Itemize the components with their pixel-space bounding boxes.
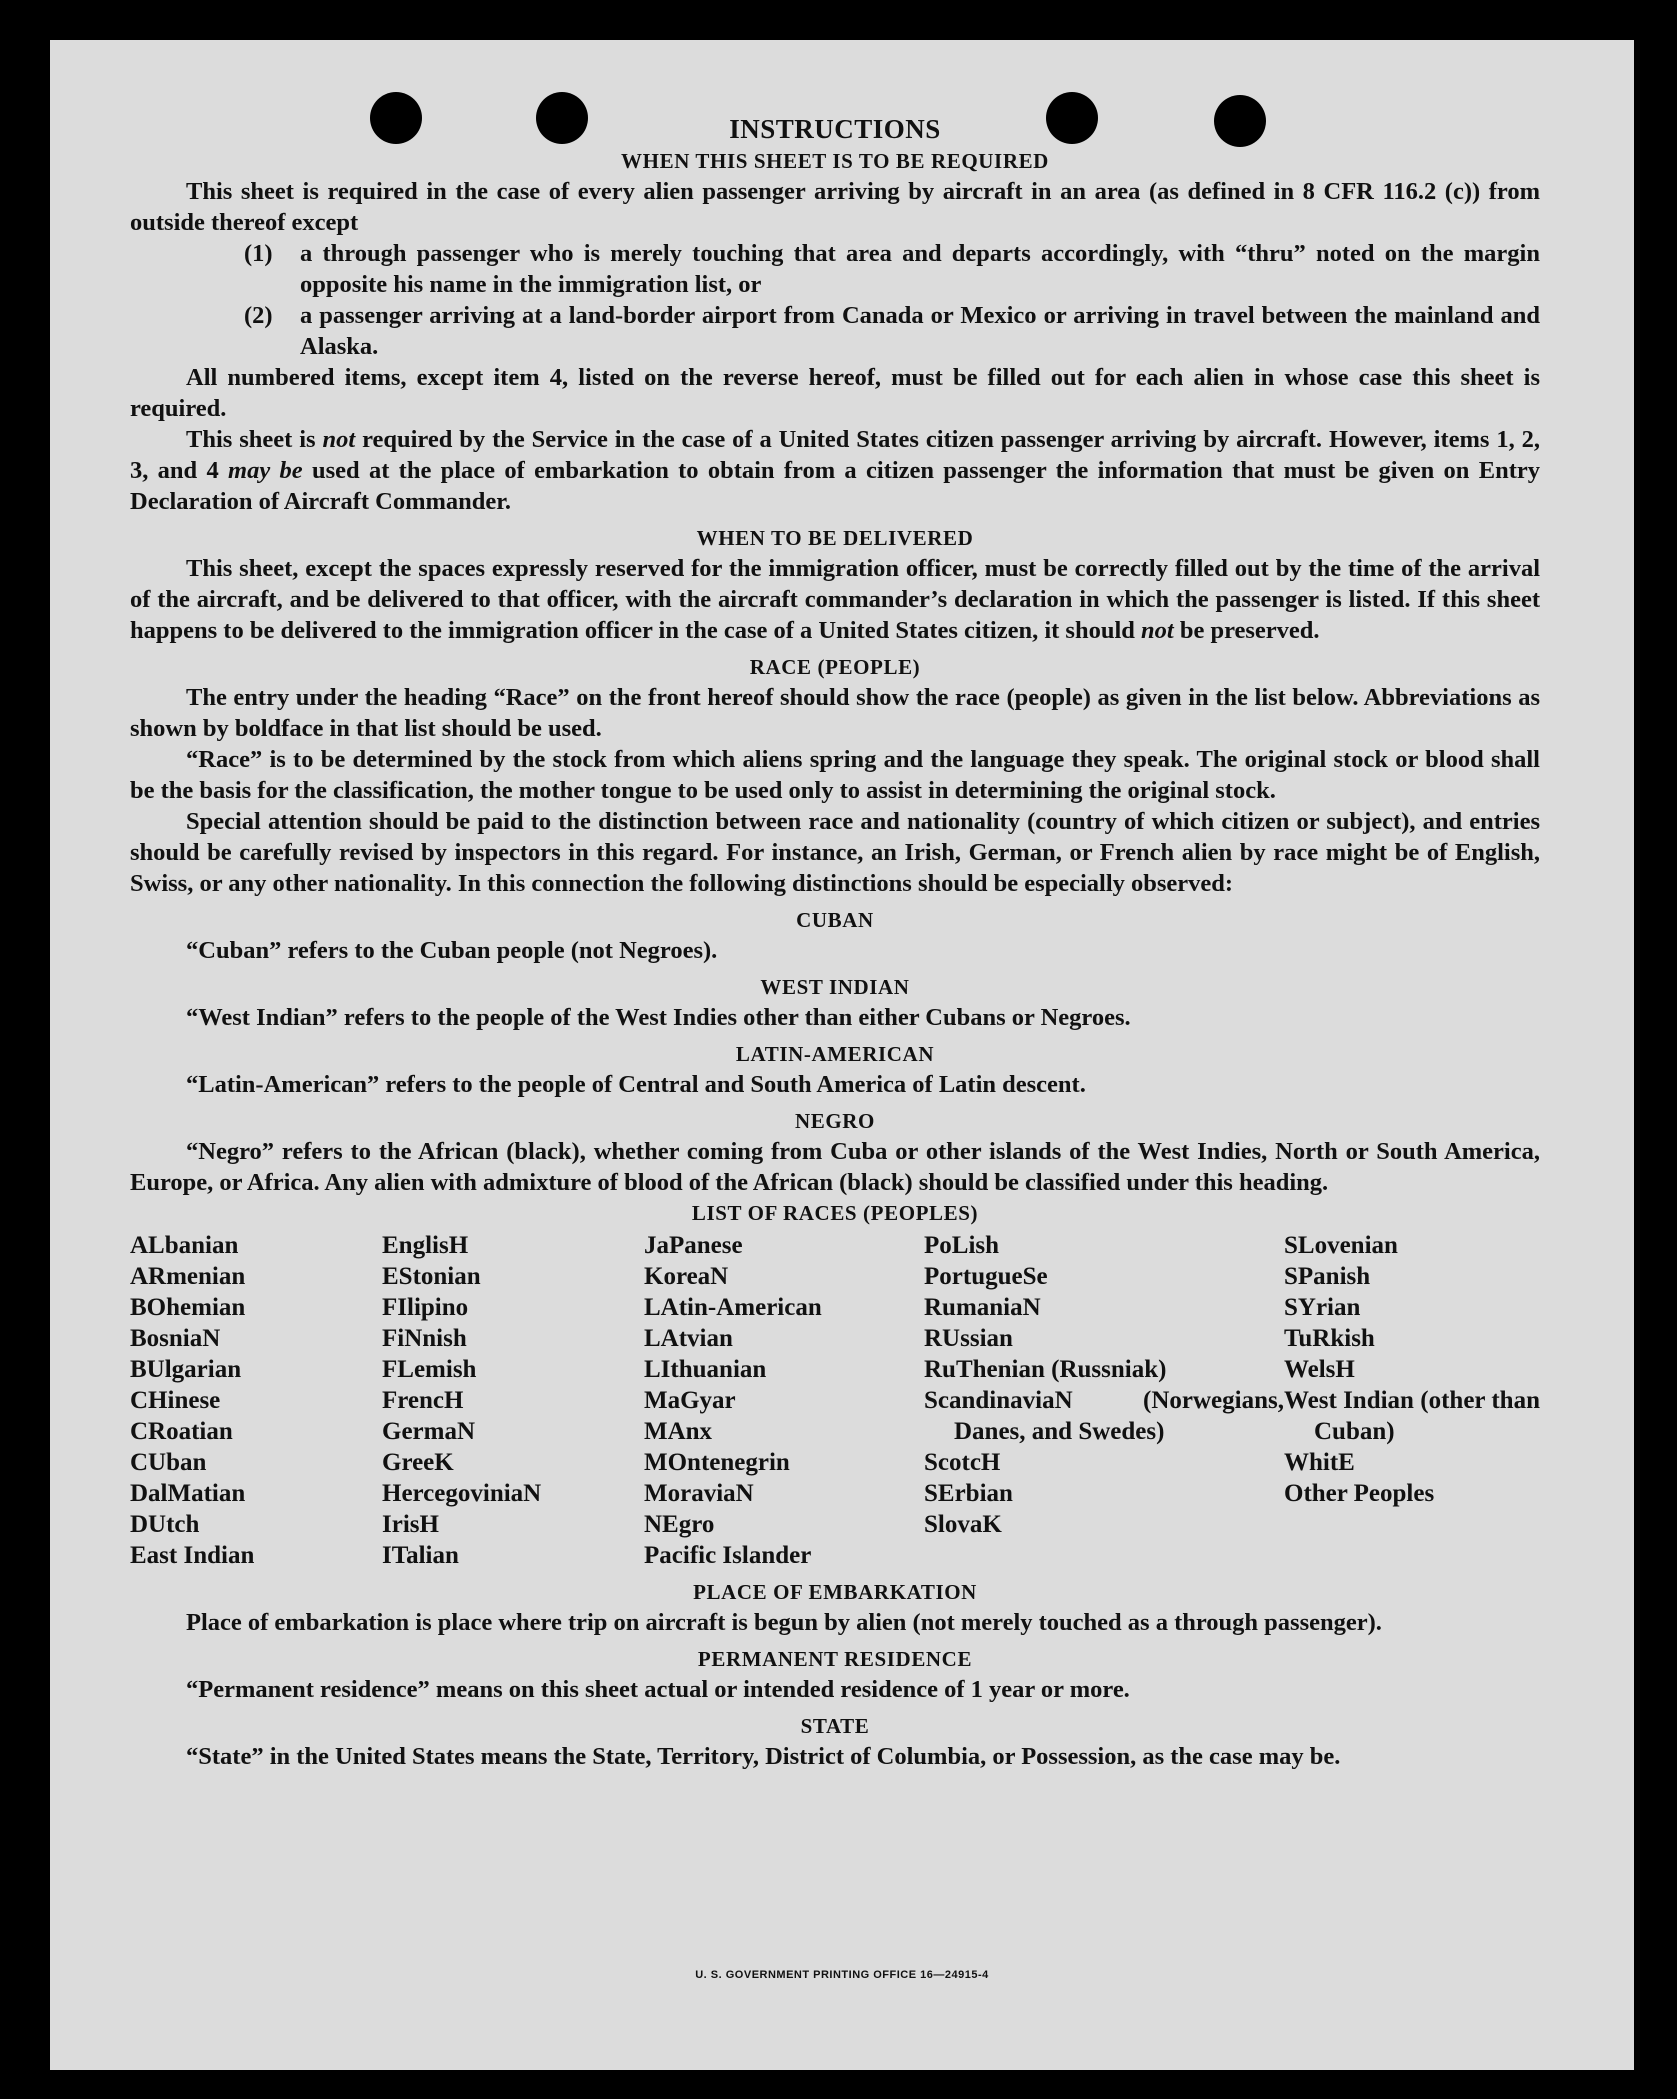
embarkation-text: Place of embarkation is place where trip on aircraft is begun by alien (not merely touched as a through passenger). [186, 1609, 1382, 1636]
race-entry: LAtin-American [644, 1294, 822, 1321]
race-entry: CHinese [130, 1387, 221, 1414]
race-entry: MaGyar [644, 1387, 736, 1414]
section-heading-state: STATE [800, 1714, 870, 1738]
race-entry: East Indian [130, 1542, 255, 1569]
race-entry: ScotcH [924, 1449, 1001, 1476]
race-entry: EStonian [382, 1263, 481, 1290]
exception-number: (1) [244, 240, 273, 267]
race-entry: MAnx [644, 1418, 713, 1445]
race-para-2: “Race” is to be determined by the stock from which aliens spring and the language they speak. The original stock or blood shall be the basis for the classification, the mother tongue to be used only to assist in determining the original stock. [130, 746, 1540, 804]
race-entry: CUban [130, 1449, 207, 1476]
race-entry: BosniaN [130, 1325, 221, 1352]
exception-text: a through passenger who is merely touching that area and departs accordingly, with “thru” noted on the margin opposite his name in the immigration list, or [300, 240, 1540, 298]
when-required-para-2: All numbered items, except item 4, listed on the reverse hereof, must be filled out for each alien in whose case this sheet is required. [130, 364, 1540, 422]
emphasis: not [322, 426, 356, 453]
race-entry: NEgro [644, 1511, 715, 1538]
exception-text: a passenger arriving at a land-border airport from Canada or Mexico or arriving in travel between the mainland and Alaska. [300, 302, 1540, 360]
race-para-1: The entry under the heading “Race” on the front hereof should show the race (people) as given in the list below. Abbreviations as shown by boldface in that list should be used. [130, 684, 1540, 742]
race-entry: DalMatian [130, 1480, 246, 1507]
when-required-para-3: This sheet is not required by the Service in the case of a United States citizen passenger arriving by aircraft. However, items 1, 2, 3, and 4 may be used at the place of embarkation to obtain from a citizen passenger the information that must be given on Entry Declaration of Aircraft Commander. [130, 426, 1540, 515]
race-entry: SlovaK [924, 1511, 1002, 1538]
race-entry: GreeK [382, 1449, 454, 1476]
race-entry: PortugueSe [924, 1263, 1048, 1290]
race-entry: WelsH [1284, 1356, 1355, 1383]
races-column [130, 1230, 382, 1571]
race-entry: FLemish [382, 1356, 477, 1383]
race-entry: BUlgarian [130, 1356, 242, 1383]
race-entry: DUtch [130, 1511, 200, 1538]
race-entry: ScandinaviaN (Norwegians, Danes, and Swedes) [924, 1387, 1284, 1445]
race-entry: CRoatian [130, 1418, 233, 1445]
section-heading-list-of-races: LIST OF RACES (PEOPLES) [691, 1201, 979, 1225]
race-entry: SLovenian [1284, 1232, 1398, 1259]
section-heading-west-indian: WEST INDIAN [760, 975, 910, 999]
section-heading-negro: NEGRO [794, 1109, 875, 1133]
section-heading-residence: PERMANENT RESIDENCE [697, 1647, 973, 1671]
race-entry: ARmenian [130, 1263, 246, 1290]
state-text: “State” in the United States means the State, Territory, District of Columbia, or Possession, as the case may be. [186, 1743, 1341, 1770]
negro-text: “Negro” refers to the African (black), whether coming from Cuba or other islands of the West Indies, North or South America, Europe, or Africa. Any alien with admixture of blood of the African (black) should be classified under this heading. [130, 1138, 1540, 1196]
races-column [644, 1230, 924, 1571]
races-list [130, 1230, 1540, 1571]
race-entry: EnglisH [382, 1232, 469, 1259]
instructions-body [130, 112, 1540, 1772]
race-entry: MoraviaN [644, 1480, 754, 1507]
race-entry: MOntenegrin [644, 1449, 790, 1476]
races-column [1284, 1230, 1540, 1571]
race-entry: HercegoviniaN [382, 1480, 542, 1507]
race-entry: Pacific Islander [644, 1542, 812, 1569]
races-column [382, 1230, 644, 1571]
section-heading-cuban: CUBAN [796, 908, 874, 932]
race-entry: RUssian [924, 1325, 1013, 1352]
race-entry: BOhemian [130, 1294, 246, 1321]
printer-imprint: U. S. GOVERNMENT PRINTING OFFICE 16—24915-4 [695, 1969, 989, 1981]
race-entry: LAtvian [644, 1325, 733, 1352]
latin-american-text: “Latin-American” refers to the people of Central and South America of Latin descent. [186, 1071, 1086, 1098]
race-entry: SPanish [1284, 1263, 1371, 1290]
emphasis: may be [228, 457, 303, 484]
race-entry: ITalian [382, 1542, 459, 1569]
race-entry: KoreaN [644, 1263, 729, 1290]
race-entry: West Indian (other than Cuban) [1284, 1387, 1540, 1445]
race-entry: PoLish [924, 1232, 1000, 1259]
residence-text: “Permanent residence” means on this sheet actual or intended residence of 1 year or more. [186, 1676, 1130, 1703]
race-entry: FrencH [382, 1387, 464, 1414]
race-entry: TuRkish [1284, 1325, 1375, 1352]
race-entry: WhitE [1284, 1449, 1355, 1476]
race-entry: FIlipino [382, 1294, 469, 1321]
race-entry: Other Peoples [1284, 1480, 1435, 1507]
page-title: INSTRUCTIONS [729, 114, 941, 144]
when-delivered-text: This sheet, except the spaces expressly reserved for the immigration officer, must be correctly filled out by the time of the arrival of the aircraft, and be delivered to that officer, with the aircraft commander’s declaration in which the passenger is listed. If this sheet happens to be delivered to the immigration officer in the case of a United States citizen, it should not be preserved. [130, 555, 1540, 644]
race-entry: ALbanian [130, 1232, 239, 1259]
race-entry: SErbian [924, 1480, 1013, 1507]
west-indian-text: “West Indian” refers to the people of the West Indies other than either Cubans or Negroes. [186, 1004, 1131, 1031]
emphasis: not [1141, 617, 1174, 644]
section-heading-when-delivered: WHEN TO BE DELIVERED [696, 526, 974, 550]
section-heading-latin-american: LATIN-AMERICAN [735, 1042, 935, 1066]
race-entry: LIthuanian [644, 1356, 767, 1383]
race-entry: FiNnish [382, 1325, 467, 1352]
section-heading-race: RACE (PEOPLE) [749, 655, 921, 679]
section-heading-when-required: WHEN THIS SHEET IS TO BE REQUIRED [621, 149, 1049, 173]
race-entry: RumaniaN [924, 1294, 1041, 1321]
exception-item-1 [244, 238, 1540, 300]
races-column [924, 1230, 1284, 1571]
exception-number: (2) [244, 302, 273, 329]
race-entry: JaPanese [644, 1232, 743, 1259]
race-entry: IrisH [382, 1511, 439, 1538]
section-heading-embarkation: PLACE OF EMBARKATION [693, 1580, 977, 1604]
exception-item-2 [244, 300, 1540, 362]
race-entry: RuThenian (Russniak) [924, 1356, 1167, 1383]
race-entry: SYrian [1284, 1294, 1361, 1321]
race-entry: GermaN [382, 1418, 476, 1445]
when-required-intro: This sheet is required in the case of every alien passenger arriving by aircraft in an area (as defined in 8 CFR 116.2 (c)) from outside thereof except [130, 178, 1540, 236]
cuban-text: “Cuban” refers to the Cuban people (not Negroes). [186, 937, 718, 964]
race-para-3: Special attention should be paid to the distinction between race and nationality (country of which citizen or subject), and entries should be carefully revised by inspectors in this regard. For instance, an Irish, German, or French alien by race might be of English, Swiss, or any other nationality. In this connection the following distinctions should be especially observed: [130, 808, 1540, 897]
